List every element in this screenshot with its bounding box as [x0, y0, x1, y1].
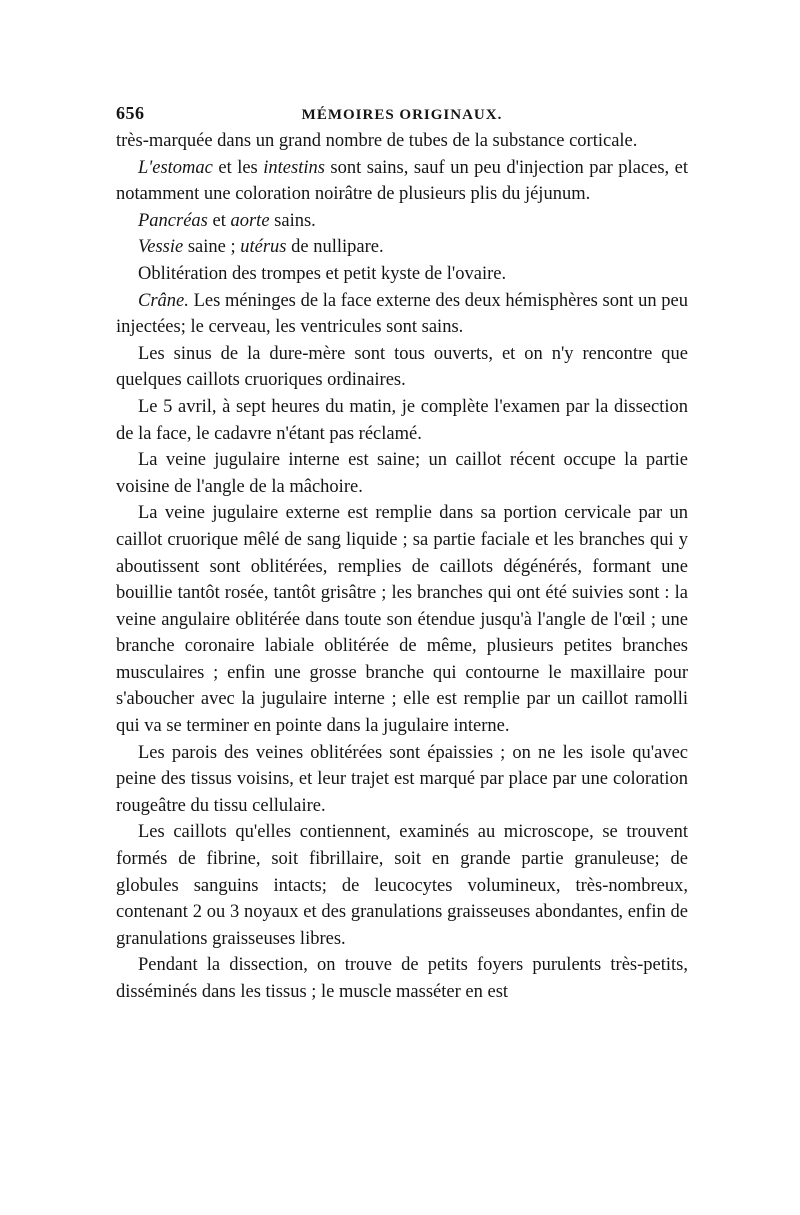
italic-term-estomac: L'estomac [138, 157, 213, 178]
italic-term-pancreas: Pancréas [138, 210, 208, 231]
italic-term-crane: Crâne. [138, 290, 189, 311]
italic-term-vessie: Vessie [138, 237, 184, 258]
paragraph-text: Oblitération des trompes et petit kyste de l'ovaire. [138, 263, 507, 284]
italic-term-intestins: intestins [263, 157, 325, 178]
paragraph-text: Pendant la dissection, on trouve de petits foyers purulents très-petits, disséminés dans les tissus ; le muscle masséter en est [116, 955, 688, 1002]
paragraph-parois [116, 740, 688, 820]
italic-term-uterus: utérus [240, 237, 287, 258]
paragraph-caillots [116, 819, 688, 952]
paragraph-text: très-marquée dans un grand nombre de tubes de la substance corticale. [116, 131, 638, 151]
paragraph-text: Les parois des veines oblitérées sont épaissies ; on ne les isole qu'avec peine des tissus voisins, et leur trajet est marqué par place par une coloration rougeâtre du tissu cellulaire. [116, 742, 688, 816]
paragraph-text: La veine jugulaire externe est remplie dans sa portion cervicale par un caillot cruorique mêlé de sang liquide ; sa partie faciale et les branches qui y aboutissent sont oblitérées, remplies de caillots dégénérés, formant une bouillie tantôt rosée, tantôt grisâtre ; les branches qui ont été suivies sont : la veine angulaire oblitérée dans toute son étendue jusqu'à l'angle de l'œil ; une branche coronaire labiale oblitérée de même, plusieurs petites branches musculaires ; enfin une grosse branche qui contourne le maxillaire pour s'aboucher avec la jugulaire interne ; elle est remplie par un caillot ramolli qui va se terminer en pointe dans la jugulaire interne. [116, 503, 688, 737]
paragraph-text: Les caillots qu'elles contiennent, examinés au microscope, se trouvent formés de fibrine, soit fibrillaire, soit en grande partie granuleuse; de globules sanguins intacts; de leucocytes volumineux, très-nombreux, contenant 2 ou 3 noyaux et des granulations graisseuses abondantes, enfin de granulations graisseuses libres. [116, 822, 688, 949]
paragraph-text: saine ; [183, 237, 241, 258]
paragraph-jugulaire-interne [116, 447, 688, 500]
paragraph-text: Les sinus de la dure-mère sont tous ouverts, et on n'y rencontre que quelques caillots cruoriques ordinaires. [116, 343, 688, 391]
paragraph-pancreas [116, 208, 688, 235]
paragraph-text: Le 5 avril, à sept heures du matin, je complète l'examen par la dissection de la face, le cadavre n'étant pas réclamé. [116, 396, 688, 444]
page [116, 98, 688, 1006]
paragraph-dissection [116, 952, 688, 1005]
italic-term-aorte: aorte [230, 210, 270, 231]
paragraph-text: Les méninges de la face externe des deux hémisphères sont un peu injectées; le cerveau, les ventricules sont sains. [116, 290, 688, 338]
paragraph-text: sont sains, sauf un peu d'injection par places, et notamment une coloration noirâtre de plusieurs plis du jéjunum. [116, 157, 688, 205]
paragraph-5-avril [116, 394, 688, 447]
paragraph-jugulaire-externe [116, 500, 688, 739]
paragraph-trompes [116, 261, 688, 288]
page-number: 656 [116, 103, 145, 123]
paragraph-estomac [116, 155, 688, 208]
paragraph-text: sains. [269, 210, 316, 231]
running-head [116, 98, 688, 128]
paragraph-text: La veine jugulaire interne est saine; un caillot récent occupe la partie voisine de l'angle de la mâchoire. [116, 450, 688, 497]
paragraph-sinus [116, 341, 688, 394]
running-title: MÉMOIRES ORIGINAUX. [301, 107, 503, 123]
paragraph-crane [116, 288, 688, 341]
paragraph-text: et [207, 210, 231, 231]
paragraph-text: de nullipare. [286, 237, 384, 258]
paragraph-vessie [116, 234, 688, 261]
paragraph-text: et les [212, 157, 264, 178]
body-text [116, 128, 688, 1006]
paragraph-continuation [116, 128, 688, 155]
